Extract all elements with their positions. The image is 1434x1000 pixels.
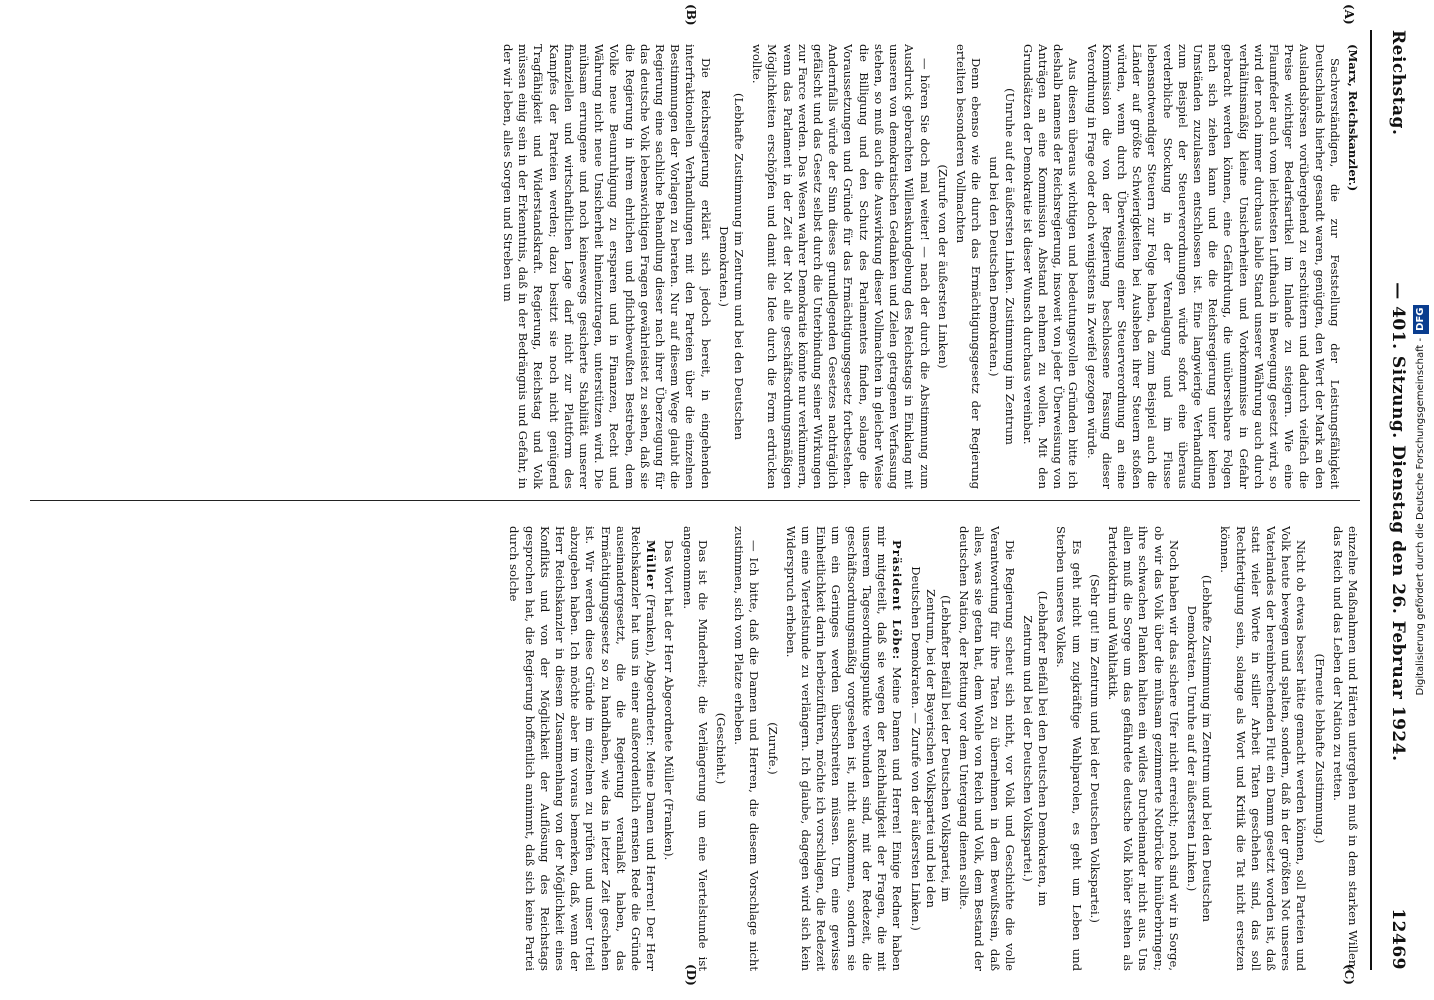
interjection: (Lebhafter Beifall bei der Deutschen Volkspartei, im Zentrum, bei der Bayerischen Volkspartei und bei den Deutschen Demokraten. — Zurufe von der äußersten Linken.)	[908, 566, 953, 931]
interjection: (Sehr gut! im Zentrum und bei der Deutschen Volkspartei.)	[1087, 574, 1102, 923]
page-header	[1374, 30, 1408, 970]
right-column	[30, 526, 1360, 971]
paragraph: Es geht nicht um zugkräftige Wahlparolen, es geht um Leben und Sterben unseres Volkes.	[1054, 526, 1084, 971]
speaker-mueller: Müller	[644, 540, 659, 590]
interjection: (Zurufe.)	[765, 722, 780, 775]
left-column	[30, 44, 1360, 489]
paragraph: Nicht ob etwas besser hätte gemacht werden können, soll Parteien und Volk heute bewegen und spalten, sondern, daß in der größten Not unseres Vaterlandes der hereinbrechenden Flut ein Damm gesetzt worden ist, daß statt vieler Worte in stiller Arbeit Taten geschehen sind, das soll Rechtfertigung sein, solange als Wort und Kritik die Tat nicht ersetzen können.	[1218, 526, 1309, 971]
paragraph: Noch haben wir das sichere Ufer nicht erreicht; noch sind wir in Sorge, ob wir das Volk über die mühsam gezimmerte Notbrücke hinüberbringen; ihre schwachen Planken halten ein wildes Durcheinander nicht aus. Uns allen muß die Sorge um das gefährdete deutsche Volk höher stehen als Parteidoktrin und Wahltaktik.	[1105, 526, 1181, 971]
header-title: — 401. Sitzung. Dienstag den 26. Februar 1924.	[1388, 282, 1408, 762]
speaker-loebe: Präsident Löbe:	[890, 540, 905, 661]
paragraph: Die Regierung scheut sich nicht, vor Volk und Geschichte die volle Verantwortung für ihre Taten zu übernehmen in dem Bewußtsein, daß alles, was sie getan hat, dem Wohle von Reich und Volk, dem Bestand der deutschen Nation, der Rettung vor dem Untergang dienen sollte.	[957, 526, 1017, 971]
speaker-paragraph-loebe: Präsident Löbe: Meine Damen und Herren! Einige Redner haben mir mitgeteilt, daß sie wegen der Reichhaltigkeit der Fragen, die mit unserem Tagesordnungspunkte verbunden sind, mit der Redezeit, die geschäftsordnungsmäßig vorgesehen ist, nicht auskommen, sondern sie um ein Geringes werden überschreiten müssen. Um eine gewisse Einheitlichkeit darin herbeizuführen, möchte ich vorschlagen, die Redezeit um eine Viertelstunde zu verlängern. Ich glaube, dagegen wird sich kein Widerspruch erheben.	[783, 526, 905, 971]
paragraph: Das Wort hat der Herr Abgeordnete Müller (Franken).	[662, 540, 677, 861]
interjection: (Erneute lebhafte Zustimmung.)	[1312, 653, 1327, 844]
interjection: (Lebhafter Beifall bei den Deutschen Demokraten, im Zentrum und bei der Deutschen Volkspartei.)	[1020, 590, 1051, 907]
paragraph: Das ist die Minderheit; die Verlängerung um eine Viertelstunde ist angenommen.	[680, 526, 710, 971]
paragraph: Sachverständigen, die zur Feststellung der Leistungsfähigkeit Deutschlands hierher gesandt waren, genügten, den Wert der Mark an den Auslandsbörsen vorübergehend zu erschüttern und dadurch vielfach die Preise wichtiger Bedarfsartikel im Inlande zu steigern. Wie eine Flaumfeder auch vom leichtesten Lufthauch in Bewegung gesetzt wird, so wird der noch immer durchaus labile Stand unserer Währung auch durch verhältnismäßig kleine Unsicherheiten und Vorkommnisse in Gefahr gebracht werden können, eine Gefährdung, die unübersehbare Folgen nach sich ziehen kann und die die Reichsregierung unter keinen Umständen zuzulassen entschlossen ist. Eine langwierige Verhandlung zum Beispiel der Steuerverordnungen würde sofort eine überaus verderbliche Stockung in der Veranlagung und im Flusse lebensnotwendiger Steuern zur Folge haben, da zum Beispiel auch die Länder auf größte Schwierigkeiten bei Ausheben ihrer Steuern stoßen würden, wenn durch Überweisung einer Steuerverordnung an eine Kommission die von der Regierung beschlossene Fassung dieser Verordnung in Frage oder doch wenigstens in Zweifel gezogen würde.	[1084, 44, 1342, 489]
paragraph: Denn ebenso wie die durch das Ermächtigungsgesetz der Regierung erteilten besonderen Vollmachten	[953, 44, 984, 489]
credit-text: Digitalisierung gefördert durch die Deutsche Forschungsgemeinschaft -	[1415, 337, 1426, 696]
margin-marker-a: (A)	[1342, 4, 1356, 25]
paragraph: einzelne Maßnahmen und Härten untergehen muß in dem starken Willen, das Reich und das Leben der Nation zu retten.	[1330, 526, 1360, 971]
interjection: (Lebhafte Zustimmung im Zentrum und bei den Deutschen Demokraten. Unruhe auf der äußersten Linken.)	[1184, 574, 1215, 923]
interjection: (Zurufe von der äußersten Linken)	[935, 164, 950, 369]
paragraph: Die Reichsregierung erklärt sich jedoch bereit, in eingehenden interfraktionellen Verhandlungen mit den Parteien über die einzelnen Bestimmungen der Vorlagen zu beraten. Nur auf diesem Wege glaubt die Regierung eine sachliche Behandlung dieser nach ihrer Überzeugung für das deutsche Volk lebenswichtigen Fragen gewährleistet zu sehen, daß sie die Regierung in ihrem ehrlichen und pflichtbewußten Bestreben, dem Volke neue Beunruhigung zu ersparen und in Finanzen, Recht und Währung nicht neue Unsicherheit hineinzutragen, unterstützen wird. Die mühsam errungene und noch keineswegs gesicherte Stabilität unserer finanziellen und wirtschaftlichen Lage darf nicht zur Plattform des Kampfes der Parteien werden; dazu besitzt sie noch nicht genügend Tragfähigkeit und Widerstandskraft. Regierung, Reichstag und Volk müssen einig sein in der Erkenntnis, daß in der Bedrängnis und Gefahr, in der wir leben, alles Sorgen und Streben um	[501, 44, 713, 489]
column-divider	[30, 500, 1360, 501]
digitization-credit	[1413, 10, 1429, 990]
header-rule	[1370, 30, 1372, 970]
margin-marker-b: (B)	[684, 4, 698, 26]
page-number: 12469	[1388, 908, 1408, 970]
paragraph: Aus diesen überaus wichtigen und bedeutungsvollen Gründen bitte ich deshalb namens der Reichsregierung, insoweit von jeder Überweisung von Anträgen an eine Kommission Abstand nehmen zu wollen. Mit den Grundsätzen der Demokratie ist dieser Wunsch durchaus vereinbar.	[1020, 44, 1081, 489]
interjection: (Unruhe auf der äußersten Linken. Zustimmung im Zentrum und bei den Deutschen Demokraten.)	[987, 88, 1017, 445]
speaker-paragraph-mueller: Müller (Franken), Abgeordneter: Meine Damen und Herren! Der Herr Reichskanzler hat uns in einer außerordentlich ernsten Rede die Gründe auseinandergesetzt, die die Regierung veranlaßt haben, das Ermächtigungsgesetz so zu handhaben, wie das in letzter Zeit geschehen ist. Wir werden diese Gründe im einzelnen zu prüfen und unser Urteil abzugeben haben. Ich möchte aber im voraus bemerken, daß, wenn der Herr Reichskanzler in diesem Zusammenhang von der Möglichkeit eines Konflikts und von der Möglichkeit der Auflösung des Reichstags gesprochen hat, die Regierung hoffentlich annimmt, daß sich keine Partei durch solche	[507, 526, 659, 971]
interjection: (Lebhafte Zustimmung im Zentrum und bei den Deutschen Demokraten.)	[716, 92, 747, 441]
margin-marker-c: (C)	[1342, 964, 1356, 985]
margin-marker-d: (D)	[684, 964, 698, 986]
paragraph: — hören Sie doch mal weiter! — nach der durch die Abstimmung zum Ausdruck gebrachten Willenskundgebung des Reichstags in Einklang mit unseren von demokratischen Gedanken und Zielen getragenen Verfassung stehen, so muß auch die Auswirkung dieser Vollmachten in gleicher Weise die Billigung und den Schutz des Parlamentes finden, solange die Voraussetzungen und Gründe für das Ermächtigungsgesetz fortbestehen. Andernfalls würde der Sinn dieses grundlegenden Gesetzes nachträglich gefälscht und das Gesetz selbst durch die Unterbindung seiner Wirkungen zur Farce werden. Das Wesen wahrer Demokratie könnte nur verkümmern, wenn das Parlament in der Zeit der Not alle geschäftsordnungsmäßigen Möglichkeiten erschöpfen und damit die Idee durch die Form erdrücken wollte.	[750, 44, 932, 489]
interjection: (Geschieht.)	[714, 712, 729, 785]
paragraph: — Ich bitte, daß die Damen und Herren, die diesem Vorschlage nicht zustimmen, sich vom Platze erheben.	[732, 526, 762, 971]
header-left: Reichstag.	[1388, 30, 1408, 136]
dfg-logo: DFG	[1413, 305, 1429, 334]
speaker-marx: (Marx, Reichskanzler.)	[1346, 44, 1360, 192]
